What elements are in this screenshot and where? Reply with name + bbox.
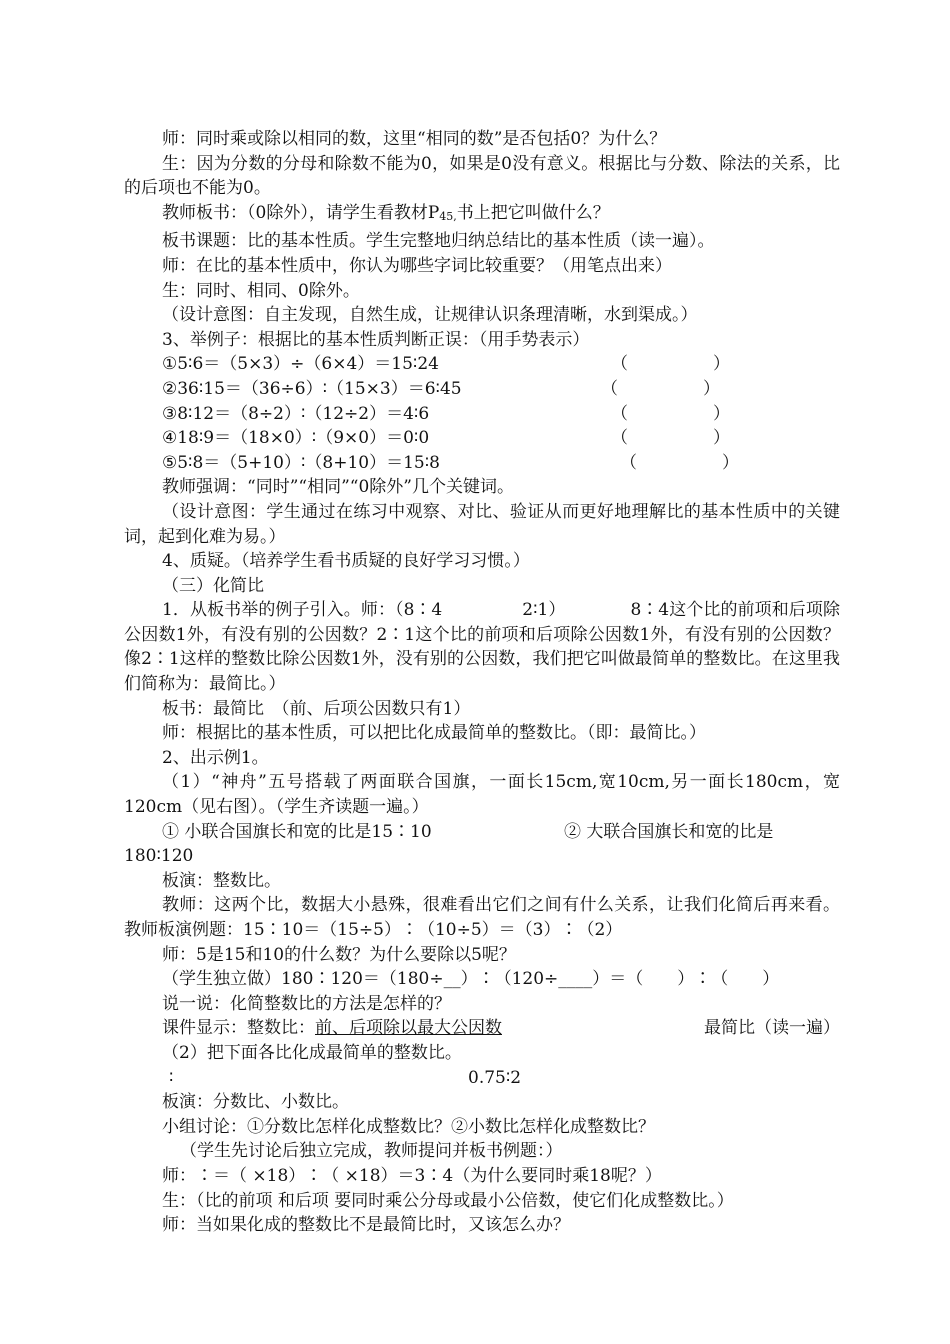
line-blackboard-textbook: 教师板书：（0除外），请学生看教材P45,书上把它叫做什么？ [162,202,610,223]
line-keywords-question: 师：在比的基本性质中，你认为哪些字词比较重要？（用笔点出来） [162,255,672,276]
line-board-fraction-decimal: 板演：分数比、小数比。 [162,1092,349,1113]
line-courseware: 课件显示：整数比：前、后项除以最大公因数 最简比（读一遍） [162,1018,840,1039]
line-student-practice: （学生独立做）180∶120＝（180÷__）∶（120÷____）＝（ ）∶（ ） [162,969,780,990]
line-teacher-followup: 师：当如果化成的整数比不是最简比时，又该怎么办？ [162,1215,570,1236]
example-item: ①5∶6＝（5×3）÷（6×4）＝15∶24 （ ） [162,354,730,375]
line-introduction: 1．从板书举的例子引入。师：（8∶4 2∶1） 8∶4这个比的前项和后项除公因数1外，有没有别的公因数？2∶1这个比的前项和后项除公因数1外，有没有别的公因数？像2∶1这样的整数比除公因数1外，没有别的公因数，我们把它叫做最简单的整数比。在这里我们简称为：最简比。） [124,600,840,695]
line-teacher-question-zero: 师：同时乘或除以相同的数，这里“相同的数”是否包括0？为什么？ [162,129,667,149]
example-item: ③8∶12＝（8÷2）∶（12÷2）＝4∶6 （ ） [162,403,730,424]
line-exercise-2: （2）把下面各比化成最简单的整数比。 [162,1042,462,1063]
line-questioning: 4、质疑。（培养学生看书质疑的良好学习习惯。） [162,551,530,572]
line-student-answer-zero: 生：因为分数的分母和除数不能为0，如果是0没有意义。根据比与分数、除法的关系，比的后项也不能为0。 [124,153,840,199]
line-teacher-demo: 教师：这两个比，数据大小悬殊，很难看出它们之间有什么关系，让我们化简后再来看。教师板演例题：15∶10＝（15÷5）∶（10÷5）＝（3）∶（2） [124,895,840,940]
example-item: ②36∶15＝（36÷6）∶（15×3）＝6∶45 （ ） [162,378,720,399]
line-teacher-property: 师：根据比的基本性质，可以把比化成最简单的整数比。（即：最简比。） [162,723,706,744]
line-examples-heading: 3、举例子：根据比的基本性质判断正误：（用手势表示） [162,329,590,350]
blank-divisor-1: __ [443,969,461,990]
blank-divisor-2: ____ [558,969,593,990]
line-flag-ratios: ① 小联合国旗长和宽的比是15∶10 ② 大联合国旗长和宽的比是 [162,821,774,842]
line-teacher-example: 师：∶＝（ ×18）∶（ ×18）＝3∶4（为什么要同时乘18呢？） [162,1165,662,1186]
lesson-plan-body [124,127,840,1238]
line-lesson-title: 板书课题：比的基本性质。学生完整地归纳总结比的基本性质（读一遍）。 [162,231,715,252]
line-example-1-heading: 2、出示例1。 [162,747,269,768]
section-heading-simplify: （三）化简比 [162,575,264,596]
line-keywords-answer: 生：同时、相同、0除外。 [162,280,360,301]
line-board-integer-ratio: 板演：整数比。 [162,870,281,891]
line-method-question: 说一说：化简整数比的方法是怎样的？ [162,993,451,1014]
line-discussion-note: （学生先讨论后独立完成，教师提问并板书例题：） [180,1141,563,1162]
line-big-flag-ratio: 180∶120 [124,846,194,867]
line-student-explanation: 生：（比的前项 和后项 要同时乘公分母或最小公倍数，使它们化成整数比。） [162,1190,734,1211]
example-item: ④18∶9＝（18×0）∶（9×0）＝0∶0 （ ） [162,428,730,449]
line-blackboard-simplest: 板书：最简比 （前、后项公因数只有1） [162,698,471,719]
line-group-discussion: 小组讨论：①分数比怎样化成整数比？②小数比怎样化成整数比？ [162,1116,655,1137]
example-item: ⑤5∶8＝（5+10）∶（8+10）＝15∶8 （ ） [162,452,739,473]
line-teacher-emphasis: 教师强调：“同时”“相同”“0除外”几个关键词。 [162,477,514,498]
line-design-intent-1: （设计意图：自主发现，自然生成，让规律认识条理清晰，水到渠成。） [162,305,698,326]
line-design-intent-2: （设计意图：学生通过在练习中观察、对比、验证从而更好地理解比的基本性质中的关键词，起到化难为易。） [124,501,840,547]
line-gcd-question: 师：5是15和10的什么数？为什么要除以5呢？ [162,944,516,965]
line-ratio-items: ∶ 0.75∶2 [169,1067,522,1088]
line-example-1-problem: （1）“神舟”五号搭载了两面联合国旗，一面长15cm,宽10cm,另一面长180cm，宽120cm（见右图）。（学生齐读题一遍。） [124,772,840,818]
